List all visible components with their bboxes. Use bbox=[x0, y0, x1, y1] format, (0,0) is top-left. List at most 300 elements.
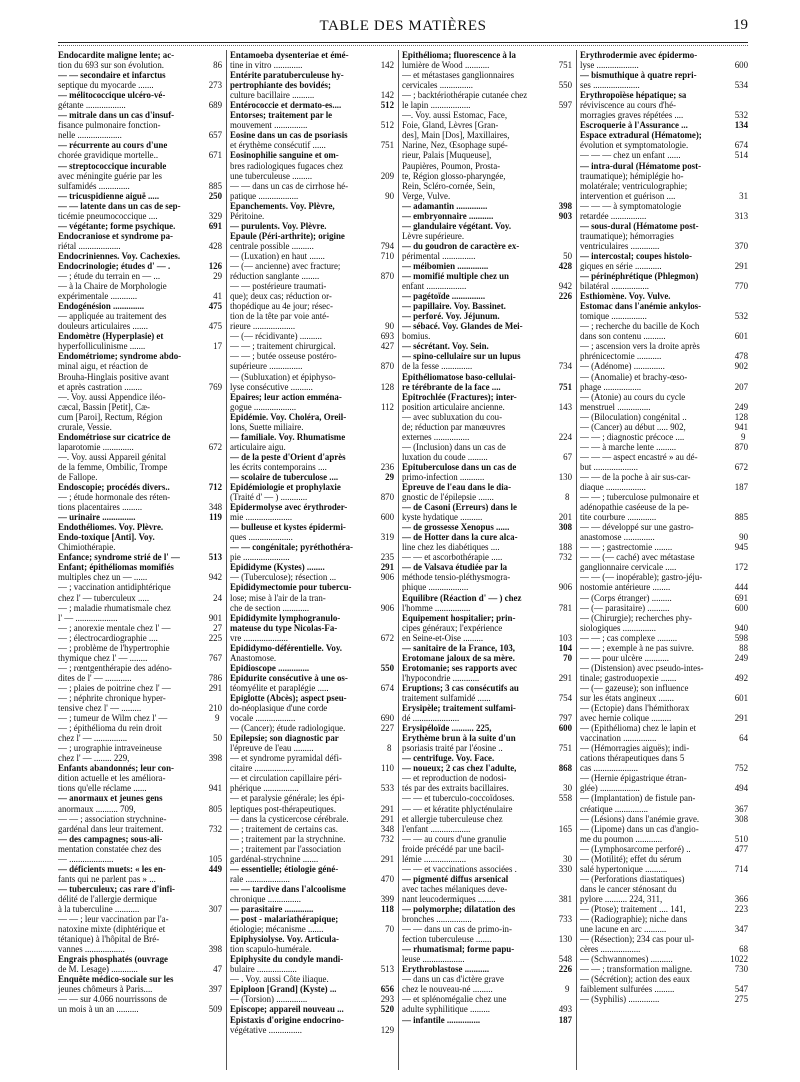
entry-page-ref: 550 bbox=[558, 80, 572, 91]
index-entry bbox=[402, 311, 572, 321]
entry-text: — de Hotter dans la cure alca- bbox=[402, 532, 518, 543]
index-entry bbox=[230, 924, 394, 934]
entry-text: — ; rœntgenthérapie des adéno- bbox=[58, 662, 172, 673]
index-entry bbox=[58, 964, 222, 974]
index-entry bbox=[230, 60, 394, 70]
entry-text: Endocrinologie; études d' — . bbox=[58, 260, 171, 271]
entry-text: — papillaire. Voy. Bassinet. bbox=[402, 301, 506, 312]
entry-text: l'épreuve de l'eau ......... bbox=[230, 743, 314, 754]
index-entry bbox=[58, 582, 222, 592]
index-entry bbox=[580, 80, 748, 90]
entry-text: — déficients muets: « les en- bbox=[58, 863, 166, 874]
index-entry bbox=[580, 341, 748, 351]
index-entry bbox=[58, 110, 222, 120]
entry-text: — — tardive dans l'alcoolisme bbox=[230, 883, 346, 894]
index-entry bbox=[58, 422, 222, 432]
index-entry bbox=[58, 201, 222, 211]
entry-page-ref: 187 bbox=[734, 482, 748, 493]
index-entry bbox=[580, 633, 748, 643]
entry-text: en Seine-et-Oise ......... bbox=[402, 632, 484, 643]
index-entry bbox=[58, 924, 222, 934]
entry-text: l'enfant .................. bbox=[402, 823, 471, 834]
entry-text: mentation constatée chez des bbox=[58, 843, 162, 854]
index-entry bbox=[230, 211, 394, 221]
entry-text: — des campagnes; sous-ali- bbox=[58, 833, 163, 844]
index-entry bbox=[58, 392, 222, 402]
entry-text: une lacune en arc .......... bbox=[580, 924, 667, 935]
entry-page-ref: 444 bbox=[734, 582, 748, 593]
index-entry bbox=[58, 633, 222, 643]
index-entry bbox=[580, 884, 748, 894]
index-entry bbox=[230, 653, 394, 663]
index-entry bbox=[580, 281, 748, 291]
entry-text: — appliquée au traitement des bbox=[58, 311, 167, 322]
entry-page-ref: 30 bbox=[563, 783, 572, 794]
index-entry bbox=[58, 301, 222, 311]
entry-text: Episcope; appareil nouveau ... bbox=[230, 1004, 344, 1015]
index-entry bbox=[580, 733, 748, 743]
entry-text: tensive chez l' — ......... bbox=[58, 703, 142, 714]
index-entry bbox=[230, 241, 394, 251]
entry-page-ref: 754 bbox=[558, 693, 572, 703]
index-entry bbox=[58, 874, 222, 884]
entry-text: — du goudron de caractère ex- bbox=[402, 240, 520, 251]
entry-text: sulfamidés .............. bbox=[58, 180, 130, 191]
entry-text: Epidémiologie et prophylaxie bbox=[230, 482, 341, 493]
index-entry bbox=[230, 100, 394, 110]
index-entry bbox=[402, 90, 572, 100]
entry-text: chez le nouveau-né ......... bbox=[402, 984, 493, 995]
entry-page-ref: 428 bbox=[558, 260, 572, 271]
index-entry bbox=[580, 673, 748, 683]
entry-text: Epaires; leur action emména- bbox=[230, 391, 342, 402]
entry-text: cations thérapeutiques dans 5 bbox=[580, 753, 685, 764]
entry-text: cum [Paroi], Rectum, Région bbox=[58, 411, 163, 422]
entry-text: kyste hydatique .......... bbox=[402, 512, 483, 523]
index-entry bbox=[402, 713, 572, 723]
entry-text: — (Chirurgie); recherches phy- bbox=[580, 612, 692, 623]
entry-text: tions placentaires ......... bbox=[58, 502, 143, 513]
index-entry bbox=[230, 311, 394, 321]
entry-page-ref: 307 bbox=[208, 903, 222, 914]
entry-text: Espace extradural (Hématome); bbox=[580, 130, 702, 141]
entry-text: Endocardite maligne lente; ac- bbox=[58, 50, 175, 60]
index-entry bbox=[402, 944, 572, 954]
entry-page-ref: 690 bbox=[380, 713, 394, 724]
index-entry bbox=[230, 824, 394, 834]
entry-text: — — développé sur une gastro- bbox=[580, 522, 694, 533]
entry-text: — de grossesse Xenopus ...... bbox=[402, 522, 510, 533]
entry-text: Paupières, Poumon, Prosta- bbox=[402, 160, 501, 171]
index-entry bbox=[58, 492, 222, 502]
index-entry bbox=[58, 100, 222, 110]
index-entry bbox=[580, 372, 748, 382]
entry-page-ref: 291 bbox=[734, 260, 748, 271]
entry-text: — ; épithélioma du rein droit bbox=[58, 723, 162, 734]
entry-text: gardénal dans leur traitement. bbox=[58, 823, 164, 834]
index-entry bbox=[230, 904, 394, 914]
index-entry bbox=[58, 361, 222, 371]
index-entry bbox=[580, 643, 748, 653]
entry-text: menstruel ............... bbox=[580, 401, 651, 412]
index-entry bbox=[230, 703, 394, 713]
entry-text: Endométriome; syndrome abdo- bbox=[58, 351, 182, 362]
entry-text: — embryonnaire ........... bbox=[402, 210, 494, 221]
index-entry bbox=[402, 341, 572, 351]
entry-text: bulaire .................. bbox=[230, 964, 297, 975]
entry-text: gnostic de l'épilepsie ....... bbox=[402, 492, 494, 503]
entry-page-ref: 41 bbox=[213, 291, 222, 302]
entry-text: anastomose .............. bbox=[580, 532, 655, 543]
entry-page-ref: 86 bbox=[213, 60, 222, 71]
entry-text: — — pour ulcère ........... bbox=[580, 652, 669, 663]
index-entry bbox=[230, 442, 394, 452]
index-column-4 bbox=[580, 50, 748, 1070]
index-entry bbox=[402, 964, 572, 974]
entry-page-ref: 210 bbox=[208, 703, 222, 714]
index-entry bbox=[402, 512, 572, 522]
entry-text: — — ; association strychnine- bbox=[58, 813, 167, 824]
entry-text: lons, Suette miliaire. bbox=[230, 421, 304, 432]
index-entry bbox=[402, 331, 572, 341]
entry-text: — de Casoni (Erreurs) dans le bbox=[402, 502, 517, 513]
entry-page-ref: 901 bbox=[208, 612, 222, 623]
index-entry bbox=[402, 452, 572, 462]
index-entry bbox=[402, 623, 572, 633]
entry-text: — anormaux et jeunes gens bbox=[58, 793, 163, 804]
index-entry bbox=[402, 120, 572, 130]
entry-page-ref: 674 bbox=[734, 140, 748, 151]
index-entry bbox=[402, 80, 572, 90]
index-entry bbox=[58, 643, 222, 653]
entry-text: — . Voy. aussi Côte iliaque. bbox=[230, 974, 329, 985]
index-entry bbox=[580, 502, 748, 512]
index-entry bbox=[402, 100, 572, 110]
entry-page-ref: 870 bbox=[380, 271, 394, 282]
index-entry bbox=[580, 753, 748, 763]
entry-text: — bismuthique à quatre repri- bbox=[580, 70, 697, 81]
entry-text: — — — aspect encastré » au dé- bbox=[580, 451, 698, 462]
entry-text: — ; électrocardiographie .... bbox=[58, 632, 158, 643]
index-entry bbox=[580, 191, 748, 201]
index-entry bbox=[58, 703, 222, 713]
entry-page-ref: 207 bbox=[734, 381, 748, 392]
entry-text: — scolaire de tuberculose .... bbox=[230, 471, 339, 482]
entry-text: Enquête médico-sociale sur les bbox=[58, 974, 174, 985]
entry-text: — — — chez un enfant ...... bbox=[580, 150, 681, 161]
index-entry bbox=[580, 452, 748, 462]
index-entry bbox=[580, 854, 748, 864]
entry-text: — — ; tuberculose pulmonaire et bbox=[580, 492, 700, 503]
entry-page-ref: 600 bbox=[734, 602, 748, 613]
entry-page-ref: 547 bbox=[734, 984, 748, 995]
index-entry bbox=[230, 864, 394, 874]
index-entry bbox=[230, 562, 394, 572]
entry-text: traitement sulfamidé ...... bbox=[402, 693, 491, 703]
entry-text: — ; backtériothérapie cutanée chez bbox=[402, 90, 528, 101]
entry-text: — familiale. Voy. Rhumatisme bbox=[230, 431, 346, 442]
entry-page-ref: 493 bbox=[558, 1004, 572, 1015]
entry-page-ref: 9 bbox=[565, 984, 570, 995]
index-entry bbox=[580, 683, 748, 693]
index-entry bbox=[580, 90, 748, 100]
index-entry bbox=[580, 150, 748, 160]
entry-text: — sanitaire de la France, 103, bbox=[402, 642, 515, 653]
entry-text: ques .................... bbox=[230, 532, 293, 543]
entry-text: dé ..................... bbox=[402, 713, 460, 724]
entry-page-ref: 27 bbox=[213, 622, 222, 633]
entry-text: — — dans un cas de primo-in- bbox=[402, 924, 512, 935]
entry-text: primo-infection ........... bbox=[402, 471, 485, 482]
entry-page-ref: 534 bbox=[734, 80, 748, 91]
entry-text: Epilepsie; son diagnostic par bbox=[230, 733, 339, 744]
entry-text: — (Ptose); traitement .... 141, bbox=[580, 903, 686, 914]
index-entry bbox=[230, 874, 394, 884]
entry-text: dans son contenu .......... bbox=[580, 331, 666, 342]
entry-text: — — ; cas complexe ......... bbox=[580, 632, 678, 643]
entry-text: re térébrante de la face .... bbox=[402, 381, 501, 392]
index-entry bbox=[58, 733, 222, 743]
entry-page-ref: 209 bbox=[380, 170, 394, 181]
entry-text: — (Cancer) au début ..... 902, bbox=[580, 421, 686, 432]
entry-page-ref: 50 bbox=[563, 250, 572, 261]
entry-text: Foie, Gland, Lèvres [Gran- bbox=[402, 120, 499, 131]
index-entry bbox=[402, 904, 572, 914]
entry-text: — rhumatismal; forme papu- bbox=[402, 944, 515, 955]
index-column-2 bbox=[230, 50, 394, 1070]
entry-text: — ; étude du terrain en — ... bbox=[58, 271, 161, 282]
index-entry bbox=[402, 492, 572, 502]
index-entry bbox=[230, 804, 394, 814]
entry-text: adénopathie caséeuse de la pe- bbox=[580, 502, 689, 513]
index-entry bbox=[230, 733, 394, 743]
entry-page-ref: 870 bbox=[734, 441, 748, 452]
entry-text: Epididymo-déférentielle. Voy. bbox=[230, 642, 343, 653]
entry-page-ref: 428 bbox=[208, 240, 222, 251]
index-entry bbox=[402, 703, 572, 713]
entry-page-ref: 329 bbox=[208, 210, 222, 221]
index-entry bbox=[58, 804, 222, 814]
entry-text: — parasitaire ............. bbox=[230, 903, 314, 914]
index-entry bbox=[580, 743, 748, 753]
index-entry bbox=[580, 924, 748, 934]
index-entry bbox=[580, 713, 748, 723]
entry-text: — (Subluxation) et épiphyso- bbox=[230, 371, 336, 382]
index-entry bbox=[580, 894, 748, 904]
index-entry bbox=[402, 562, 572, 572]
index-entry bbox=[58, 80, 222, 90]
entry-text: Enfant; épithéliomas momifiés bbox=[58, 562, 174, 573]
entry-text: minal aigu, et réaction de bbox=[58, 361, 148, 372]
index-entry bbox=[402, 130, 572, 140]
entry-text: Endo-toxique [Anti]. Voy. bbox=[58, 532, 155, 543]
index-entry bbox=[58, 552, 222, 562]
entry-text: — ; traitement de certains cas. bbox=[230, 823, 338, 834]
index-entry bbox=[580, 593, 748, 603]
index-entry bbox=[580, 241, 748, 251]
index-entry bbox=[580, 763, 748, 773]
entry-text: réviviscence au cours d'hé- bbox=[580, 100, 676, 111]
index-entry bbox=[58, 954, 222, 964]
entry-text: — — congénitale; pyréthothéra- bbox=[230, 542, 353, 553]
entry-text: — — et ascorbothérapie ..... bbox=[402, 552, 503, 563]
index-entry bbox=[230, 894, 394, 904]
entry-text: position articulaire ancienne. bbox=[402, 401, 505, 412]
entry-text: — (Motilité); effet du sérum bbox=[580, 853, 682, 864]
entry-text: tomique ................ bbox=[580, 311, 647, 322]
index-entry bbox=[580, 50, 748, 60]
index-entry bbox=[580, 582, 748, 592]
entry-page-ref: 656 bbox=[380, 984, 394, 995]
entry-page-ref: 906 bbox=[380, 602, 394, 613]
index-entry bbox=[230, 181, 394, 191]
entry-text: — (Biloculation) congénital .. bbox=[580, 411, 687, 422]
entry-text: fection tuberculeuse ....... bbox=[402, 934, 492, 945]
entry-text: dans le cancer sténosant du bbox=[580, 883, 677, 894]
entry-text: retardée ................ bbox=[580, 210, 647, 221]
index-entry bbox=[230, 743, 394, 753]
entry-text: centrale possible .......... bbox=[230, 240, 314, 251]
entry-text: périmental ............... bbox=[402, 250, 476, 261]
entry-text: — de la peste d'Orient d'après bbox=[230, 451, 346, 462]
page-number: 19 bbox=[733, 17, 748, 33]
index-entry bbox=[402, 653, 572, 663]
index-entry bbox=[58, 130, 222, 140]
entry-page-ref: 126 bbox=[208, 260, 222, 271]
entry-page-ref: 130 bbox=[558, 934, 572, 945]
entry-text: — ; néphrite chronique hyper- bbox=[58, 693, 166, 703]
entry-page-ref: 734 bbox=[558, 361, 572, 372]
index-entry bbox=[230, 432, 394, 442]
index-entry bbox=[58, 773, 222, 783]
entry-text: crurale, Vessie. bbox=[58, 421, 112, 432]
index-entry bbox=[402, 552, 572, 562]
entry-page-ref: 600 bbox=[558, 723, 572, 734]
index-entry bbox=[58, 693, 222, 703]
index-entry bbox=[580, 482, 748, 492]
entry-text: Endocraniose et syndrome pa- bbox=[58, 230, 173, 241]
entry-page-ref: 902 bbox=[734, 361, 748, 372]
index-entry bbox=[402, 763, 572, 773]
entry-page-ref: 532 bbox=[734, 311, 748, 322]
entry-text: mie ..................... bbox=[230, 512, 293, 523]
entry-text: — ; problème de l'hypertrophie bbox=[58, 642, 170, 653]
index-entry bbox=[58, 613, 222, 623]
index-entry bbox=[58, 150, 222, 160]
entry-text: — dans la cysticercose cérébrale. bbox=[230, 813, 349, 824]
entry-text: jeunes chômeurs à Paris.... bbox=[58, 984, 153, 995]
entry-page-ref: 942 bbox=[558, 281, 572, 292]
index-entry bbox=[58, 673, 222, 683]
index-entry bbox=[580, 552, 748, 562]
entry-text: les écrits contemporains .... bbox=[230, 461, 327, 472]
entry-page-ref: 941 bbox=[734, 421, 748, 432]
entry-page-ref: 103 bbox=[558, 632, 572, 643]
index-entry bbox=[402, 733, 572, 743]
entry-text: — à la Chaire de Morphologie bbox=[58, 281, 167, 292]
entry-page-ref: 885 bbox=[208, 180, 222, 191]
entry-text: un mois à un an .......... bbox=[58, 1004, 139, 1015]
index-entry bbox=[580, 110, 748, 120]
entry-text: Epidioscope .............. bbox=[230, 662, 310, 673]
entry-page-ref: 781 bbox=[558, 602, 572, 613]
entry-page-ref: 477 bbox=[734, 843, 748, 854]
entry-page-ref: 657 bbox=[208, 130, 222, 141]
entry-text: cæcal, Bassin [Petit], Cæ- bbox=[58, 401, 150, 412]
entry-text: articulaire aigu. bbox=[230, 441, 286, 452]
entry-page-ref: 250 bbox=[208, 190, 222, 201]
index-entry bbox=[58, 864, 222, 874]
entry-page-ref: 291 bbox=[380, 562, 394, 573]
entry-page-ref: 397 bbox=[208, 984, 222, 995]
index-entry bbox=[58, 934, 222, 944]
index-entry bbox=[402, 482, 572, 492]
entry-text: — (Hémorragies aiguës); indi- bbox=[580, 743, 690, 754]
entry-text: l'hypocondrie ............ bbox=[402, 672, 480, 683]
entry-page-ref: 885 bbox=[734, 512, 748, 523]
entry-text: des], Main [Dos], Maxillaires, bbox=[402, 130, 510, 141]
index-entry bbox=[580, 181, 748, 191]
entry-text: — spino-cellulaire sur un lupus bbox=[402, 351, 521, 362]
index-entry bbox=[402, 894, 572, 904]
entry-page-ref: 128 bbox=[734, 411, 748, 422]
index-entry bbox=[58, 251, 222, 261]
index-entry bbox=[580, 60, 748, 70]
index-entry bbox=[58, 70, 222, 80]
entry-text: — (Perforations diastatiques) bbox=[580, 873, 685, 884]
entry-text: et après castration ........ bbox=[58, 381, 143, 392]
entry-text: — et splénomégalie chez une bbox=[402, 994, 507, 1005]
entry-page-ref: 870 bbox=[380, 492, 394, 503]
index-entry bbox=[230, 944, 394, 954]
entry-text: — (Atonie) au cours du cycle bbox=[580, 391, 686, 402]
entry-text: Epanchements. Voy. Plèvre, bbox=[230, 200, 335, 211]
entry-text: riétal ................... bbox=[58, 240, 121, 251]
index-entry bbox=[402, 472, 572, 482]
index-entry bbox=[230, 281, 394, 291]
entry-text: fisance pulmonaire fonction- bbox=[58, 120, 161, 131]
index-entry bbox=[580, 221, 748, 231]
index-entry bbox=[580, 844, 748, 854]
entry-text: Epitrochlée (Fractures); inter- bbox=[402, 391, 517, 402]
entry-page-ref: 291 bbox=[208, 682, 222, 693]
index-entry bbox=[230, 90, 394, 100]
entry-text: vaccination ............... bbox=[580, 733, 657, 744]
entry-text: Narine, Nez, Œsophage supé- bbox=[402, 140, 508, 151]
index-entry bbox=[58, 181, 222, 191]
entry-page-ref: 751 bbox=[380, 140, 394, 151]
entry-page-ref: 520 bbox=[380, 1004, 394, 1015]
index-entry bbox=[580, 432, 748, 442]
entry-text: — tricuspidienne aiguë ..... bbox=[58, 190, 160, 201]
entry-text: Engrais phosphatés (ouvrage bbox=[58, 954, 168, 965]
entry-page-ref: 475 bbox=[208, 301, 222, 312]
entry-page-ref: 601 bbox=[734, 331, 748, 342]
entry-page-ref: 188 bbox=[558, 542, 572, 553]
entry-text: — (Syphilis) .............. bbox=[580, 994, 660, 1005]
entry-text: vre .................... bbox=[230, 632, 288, 643]
entry-page-ref: 548 bbox=[558, 954, 572, 965]
index-entry bbox=[58, 402, 222, 412]
entry-text: — (— gazeuse); son influence bbox=[580, 682, 689, 693]
index-entry bbox=[580, 623, 748, 633]
index-entry bbox=[58, 140, 222, 150]
entry-page-ref: 223 bbox=[734, 903, 748, 914]
index-entry bbox=[230, 974, 394, 984]
index-entry bbox=[58, 60, 222, 70]
entry-text: délité de l'allergie dermique bbox=[58, 893, 157, 904]
index-entry bbox=[58, 653, 222, 663]
